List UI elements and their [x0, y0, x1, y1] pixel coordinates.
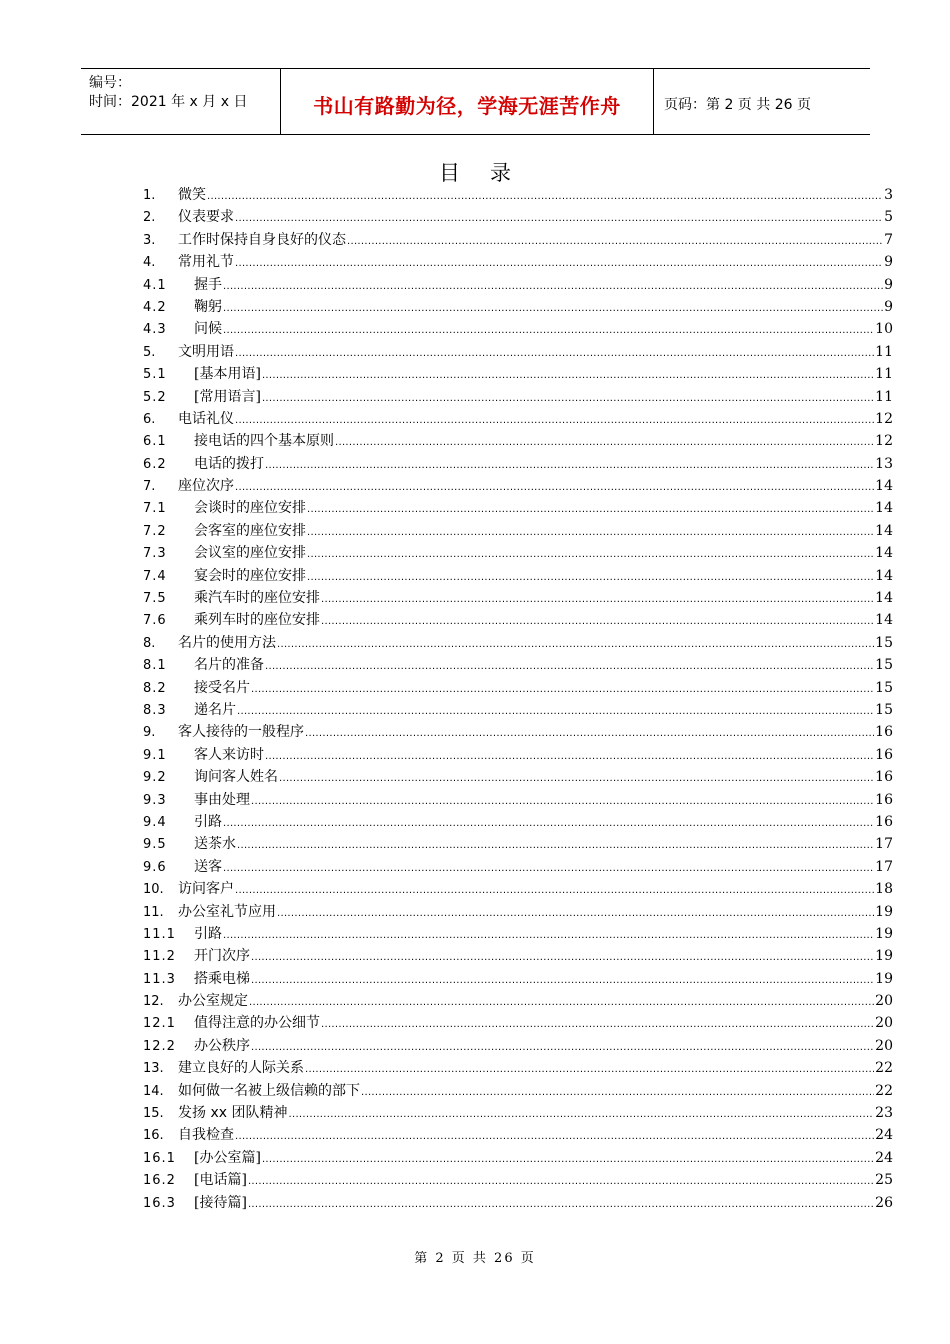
dot-leader [305, 723, 874, 745]
toc-entry[interactable] [143, 475, 893, 497]
dot-leader [347, 231, 883, 253]
toc-entry-page: 17 [875, 836, 893, 853]
toc-entry-title[interactable]: 座位次序 [178, 478, 234, 495]
toc-entry-number: 11.3 [143, 971, 176, 987]
toc-entry[interactable] [143, 878, 893, 900]
toc-entry-title[interactable]: 发扬 xx 团队精神 [178, 1105, 288, 1122]
dot-leader [307, 544, 874, 566]
toc-entry-page: 18 [875, 881, 893, 898]
toc-entry-title[interactable]: 递名片 [194, 701, 236, 718]
toc-entry-number: 11.1 [143, 926, 176, 942]
dot-leader [249, 992, 874, 1014]
toc-entry-number: 12.2 [143, 1038, 176, 1054]
toc-entry-number: 5. [143, 344, 156, 360]
toc-entry-number: 4.1 [143, 277, 167, 293]
toc-entry-number: 13. [143, 1061, 164, 1077]
toc-entry[interactable] [143, 721, 893, 743]
toc-entry[interactable] [143, 1035, 893, 1057]
dot-leader [265, 656, 874, 678]
toc-entry-title[interactable]: 电话礼仪 [178, 410, 234, 427]
toc-entry-page: 13 [875, 455, 893, 472]
toc-entry[interactable] [143, 229, 893, 251]
toc-entry-number: 3. [143, 232, 156, 248]
toc-entry-number: 9.5 [143, 837, 167, 853]
dot-leader [251, 679, 874, 701]
toc-entry-page: 14 [875, 478, 893, 495]
toc-entry-number: 11. [143, 904, 164, 920]
toc-entry-number: 6.2 [143, 456, 167, 472]
toc-entry-number: 16.1 [143, 1150, 176, 1166]
toc-entry-page: 16 [875, 746, 893, 763]
toc-entry-page: 11 [875, 366, 893, 383]
toc-entry-page: 12 [875, 410, 893, 427]
toc-entry-title[interactable]: 事由处理 [194, 791, 250, 808]
toc-entry-number: 4.2 [143, 299, 167, 315]
toc-entry[interactable] [143, 520, 893, 542]
dot-leader [223, 276, 883, 298]
dot-leader [265, 746, 874, 768]
toc-entry-title[interactable]: 乘列车时的座位安排 [194, 612, 320, 629]
toc-entry[interactable] [143, 386, 893, 408]
toc-entry-title[interactable]: 访问客户 [178, 881, 234, 898]
dot-leader [321, 1014, 874, 1036]
toc-entry-page: 26 [875, 1194, 893, 1211]
dot-leader [235, 410, 874, 432]
page-footer: 第 2 页 共 26 页 [414, 1251, 536, 1266]
toc-entry[interactable] [143, 1080, 893, 1102]
toc-entry-number: 8.3 [143, 702, 167, 718]
toc-entry-title[interactable]: 值得注意的办公细节 [194, 1015, 320, 1032]
toc-entry-number: 6.1 [143, 434, 167, 450]
toc-entry-number: 1. [143, 188, 156, 203]
toc-entry-page: 20 [875, 1015, 893, 1032]
table-of-contents [143, 184, 893, 1214]
toc-entry-page: 14 [875, 590, 893, 607]
toc-entry-title[interactable]: [办公室篇] [194, 1149, 261, 1166]
toc-entry-number: 7.3 [143, 546, 167, 562]
dot-leader [265, 455, 874, 477]
dot-leader [307, 522, 874, 544]
toc-entry[interactable] [143, 341, 893, 363]
toc-entry-title[interactable]: [电话篇] [194, 1172, 247, 1189]
toc-entry-title[interactable]: [基本用语] [194, 366, 261, 383]
toc-entry[interactable] [143, 318, 893, 340]
toc-entry-title[interactable]: 搭乘电梯 [194, 970, 250, 987]
toc-entry[interactable] [143, 296, 893, 318]
toc-entry-number: 7. [143, 479, 156, 495]
toc-entry-number: 9.2 [143, 770, 167, 786]
toc-entry[interactable] [143, 766, 893, 788]
toc-entry-title[interactable]: 握手 [194, 276, 222, 293]
toc-entry[interactable] [143, 274, 893, 296]
toc-entry[interactable] [143, 565, 893, 587]
dot-leader [235, 880, 874, 902]
toc-entry-number: 4.3 [143, 322, 167, 338]
toc-entry-title[interactable]: 接电话的四个基本原则 [194, 433, 334, 450]
toc-entry-page: 14 [875, 567, 893, 584]
toc-title: 目录 [439, 161, 541, 185]
toc-entry-title[interactable]: 引路 [194, 925, 222, 942]
header-middle-cell [281, 69, 654, 134]
toc-entry-page: 20 [875, 993, 893, 1010]
toc-entry[interactable] [143, 968, 893, 990]
toc-entry[interactable] [143, 184, 893, 206]
toc-entry-page: 3 [884, 187, 893, 203]
toc-entry-number: 10. [143, 882, 164, 898]
toc-entry-page: 19 [875, 903, 893, 920]
toc-entry-page: 19 [875, 925, 893, 942]
toc-entry-number: 4. [143, 255, 156, 271]
dot-leader [277, 903, 874, 925]
dot-leader [305, 1059, 874, 1081]
date-line: 时间：2021 年 x 月 x 日 [89, 94, 248, 110]
dot-leader [262, 365, 874, 387]
dot-leader [235, 253, 883, 275]
dot-leader [279, 768, 874, 790]
toc-entry-title[interactable]: 微笑 [178, 187, 206, 203]
toc-entry[interactable] [143, 430, 893, 452]
dot-leader [248, 1171, 874, 1193]
dot-leader [237, 835, 874, 857]
dot-leader [235, 208, 883, 230]
toc-entry-number: 12. [143, 994, 164, 1010]
dot-leader [207, 186, 883, 208]
header-motto: 书山有路勤为径，学海无涯苦作舟 [313, 94, 621, 118]
toc-entry[interactable] [143, 744, 893, 766]
toc-entry-title[interactable]: [接待篇] [194, 1194, 247, 1211]
toc-entry-page: 22 [875, 1082, 893, 1099]
toc-entry-page: 19 [875, 948, 893, 965]
toc-entry-page: 14 [875, 545, 893, 562]
toc-entry-title[interactable]: 办公室礼节应用 [178, 903, 276, 920]
toc-entry-page: 16 [875, 724, 893, 741]
toc-entry-title[interactable]: 问候 [194, 321, 222, 338]
dot-leader [223, 320, 874, 342]
code-label: 编号： [89, 75, 131, 91]
toc-entry-title[interactable]: 常用礼节 [178, 254, 234, 271]
toc-entry-title[interactable]: 如何做一名被上级信赖的部下 [178, 1082, 360, 1099]
toc-entry-page: 7 [884, 231, 893, 248]
toc-entry-page: 17 [875, 858, 893, 875]
dot-leader [321, 589, 874, 611]
toc-entry-page: 16 [875, 791, 893, 808]
toc-entry-title[interactable]: 办公秩序 [194, 1037, 250, 1054]
toc-entry[interactable] [143, 587, 893, 609]
toc-entry-page: 9 [884, 254, 893, 271]
toc-entry[interactable] [143, 811, 893, 833]
toc-entry[interactable] [143, 856, 893, 878]
toc-entry-number: 16. [143, 1128, 164, 1144]
toc-entry[interactable] [143, 833, 893, 855]
toc-entry[interactable] [143, 609, 893, 631]
toc-entry[interactable] [143, 923, 893, 945]
toc-entry-page: 14 [875, 612, 893, 629]
toc-entry-number: 11.2 [143, 949, 176, 965]
toc-entry[interactable] [143, 497, 893, 519]
toc-entry-title[interactable]: 送茶水 [194, 836, 236, 853]
dot-leader [235, 477, 874, 499]
toc-entry[interactable] [143, 251, 893, 273]
toc-entry-title[interactable]: 接受名片 [194, 679, 250, 696]
dot-leader [251, 947, 874, 969]
toc-entry[interactable] [143, 1124, 893, 1146]
toc-entry-title[interactable]: 自我检查 [178, 1127, 234, 1144]
dot-leader [251, 791, 874, 813]
toc-entry-page: 11 [875, 388, 893, 405]
toc-entry-page: 16 [875, 813, 893, 830]
toc-entry-title[interactable]: 名片的使用方法 [178, 634, 276, 651]
toc-entry-page: 5 [884, 209, 893, 226]
toc-entry-number: 14. [143, 1083, 164, 1099]
toc-entry-title[interactable]: 建立良好的人际关系 [178, 1060, 304, 1077]
toc-entry-number: 15. [143, 1106, 164, 1122]
page-header [81, 68, 870, 135]
toc-entry-number: 7.6 [143, 613, 167, 629]
toc-entry-number: 9.6 [143, 859, 167, 875]
toc-entry-title[interactable]: 引路 [194, 813, 222, 830]
dot-leader [307, 567, 874, 589]
toc-entry-page: 23 [875, 1105, 893, 1122]
toc-entry-number: 7.1 [143, 501, 167, 517]
toc-entry[interactable] [143, 1012, 893, 1034]
toc-entry[interactable] [143, 1169, 893, 1191]
toc-entry[interactable] [143, 789, 893, 811]
dot-leader [262, 388, 874, 410]
toc-entry[interactable] [143, 408, 893, 430]
toc-entry-title[interactable]: [常用语言] [194, 388, 261, 405]
toc-entry-page: 19 [875, 970, 893, 987]
toc-entry-page: 15 [875, 657, 893, 674]
toc-entry-page: 15 [875, 634, 893, 651]
toc-entry-title[interactable]: 客人来访时 [194, 746, 264, 763]
dot-leader [361, 1082, 874, 1104]
toc-entry-page: 9 [884, 276, 893, 293]
toc-entry-number: 8.1 [143, 658, 167, 674]
toc-entry-page: 12 [875, 433, 893, 450]
toc-entry-title[interactable]: 鞠躬 [194, 298, 222, 315]
toc-entry-number: 16.3 [143, 1195, 176, 1211]
header-left-cell [81, 69, 281, 134]
toc-entry-title[interactable]: 客人接待的一般程序 [178, 724, 304, 741]
dot-leader [251, 970, 874, 992]
toc-entry-page: 16 [875, 769, 893, 786]
dot-leader [288, 1104, 874, 1126]
toc-entry-title[interactable]: 乘汽车时的座位安排 [194, 590, 320, 607]
toc-entry-page: 24 [875, 1149, 893, 1166]
toc-entry-number: 9.3 [143, 792, 167, 808]
toc-entry[interactable] [143, 1057, 893, 1079]
toc-entry-title[interactable]: 会议室的座位安排 [194, 545, 306, 562]
toc-entry-title[interactable]: 工作时保持自身良好的仪态 [178, 231, 346, 248]
toc-entry-title[interactable]: 办公室规定 [178, 993, 248, 1010]
toc-entry-title[interactable]: 名片的准备 [194, 657, 264, 674]
toc-entry-page: 24 [875, 1127, 893, 1144]
toc-entry-number: 9.1 [143, 747, 167, 763]
toc-entry-number: 9.4 [143, 814, 167, 830]
header-right-cell [654, 69, 870, 134]
dot-leader [223, 925, 874, 947]
dot-leader [223, 813, 874, 835]
toc-entry-number: 5.1 [143, 367, 167, 383]
dot-leader [262, 1149, 874, 1171]
dot-leader [321, 611, 874, 633]
toc-entry[interactable] [143, 990, 893, 1012]
toc-entry-page: 15 [875, 701, 893, 718]
dot-leader [235, 1126, 874, 1148]
toc-entry-page: 14 [875, 500, 893, 517]
toc-entry-number: 2. [143, 210, 156, 226]
toc-entry-number: 8.2 [143, 680, 167, 696]
toc-entry[interactable] [143, 901, 893, 923]
toc-entry-number: 7.2 [143, 523, 167, 539]
toc-entry-number: 6. [143, 411, 156, 427]
toc-entry[interactable] [143, 699, 893, 721]
toc-entry-number: 12.1 [143, 1016, 176, 1032]
toc-entry-page: 25 [875, 1172, 893, 1189]
toc-entry[interactable] [143, 1102, 893, 1124]
toc-entry-title[interactable]: 宴会时的座位安排 [194, 567, 306, 584]
toc-entry-number: 9. [143, 725, 156, 741]
dot-leader [223, 298, 883, 320]
toc-entry-title[interactable]: 开门次序 [194, 948, 250, 965]
toc-entry[interactable] [143, 1147, 893, 1169]
toc-entry-page: 15 [875, 679, 893, 696]
toc-entry-number: 5.2 [143, 389, 167, 405]
toc-entry[interactable] [143, 677, 893, 699]
toc-entry-number: 8. [143, 635, 156, 651]
toc-entry[interactable] [143, 363, 893, 385]
toc-entry[interactable] [143, 632, 893, 654]
toc-entry[interactable] [143, 945, 893, 967]
toc-entry[interactable] [143, 654, 893, 676]
dot-leader [248, 1194, 874, 1216]
dot-leader [223, 858, 874, 880]
toc-entry[interactable] [143, 453, 893, 475]
toc-entry-page: 22 [875, 1060, 893, 1077]
toc-entry-title[interactable]: 电话的拨打 [194, 455, 264, 472]
toc-entry-title[interactable]: 文明用语 [178, 343, 234, 360]
toc-entry[interactable] [143, 1192, 893, 1214]
toc-entry-page: 11 [875, 343, 893, 360]
dot-leader [307, 499, 874, 521]
toc-entry-page: 20 [875, 1037, 893, 1054]
toc-entry[interactable] [143, 206, 893, 228]
toc-entry-title[interactable]: 询问客人姓名 [194, 769, 278, 786]
toc-entry[interactable] [143, 542, 893, 564]
dot-leader [335, 432, 874, 454]
dot-leader [277, 634, 874, 656]
toc-entry-title[interactable]: 送客 [194, 858, 222, 875]
toc-entry-number: 16.2 [143, 1173, 176, 1189]
dot-leader [251, 1037, 874, 1059]
toc-entry-number: 7.4 [143, 568, 167, 584]
toc-entry-page: 9 [884, 298, 893, 315]
toc-entry-title[interactable]: 会客室的座位安排 [194, 522, 306, 539]
dot-leader [235, 343, 874, 365]
dot-leader [237, 701, 874, 723]
toc-entry-page: 10 [875, 321, 893, 338]
toc-entry-number: 7.5 [143, 591, 167, 607]
toc-entry-title[interactable]: 会谈时的座位安排 [194, 500, 306, 517]
toc-entry-page: 14 [875, 522, 893, 539]
toc-entry-title[interactable]: 仪表要求 [178, 209, 234, 226]
header-page-info: 页码：第 2 页 共 26 页 [664, 97, 811, 113]
